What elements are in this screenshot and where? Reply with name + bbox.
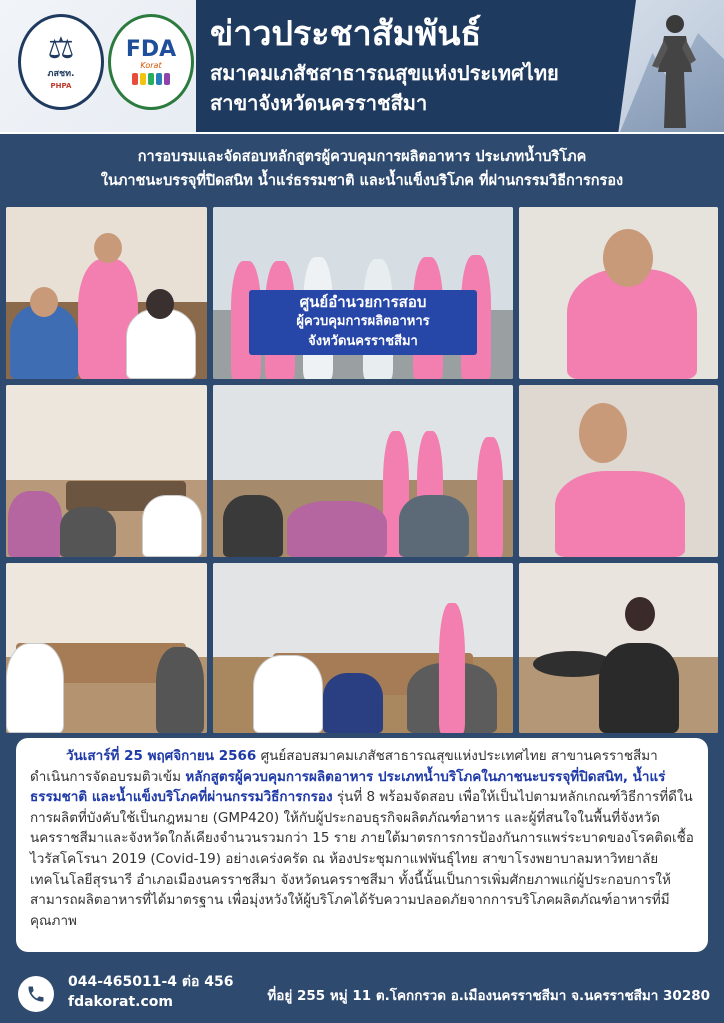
photo-exam-table	[6, 563, 207, 733]
product-bottles-icon	[132, 73, 170, 85]
phone-icon	[18, 976, 54, 1012]
scales-icon: ⚖	[47, 31, 75, 66]
phpa-logo	[18, 14, 104, 110]
photo-speaker-man	[519, 207, 718, 379]
photo-speaker-woman	[519, 385, 718, 557]
photo-instructor-with-trainees	[6, 207, 207, 379]
photo-group-with-banner	[213, 207, 513, 379]
article-part1: ศูนย์สอบสมาคมเภสัชสาธารณสุขแห่งประเทศไทย สาขานครราชสีมา ดำเนินการจัดอบรมติวเข้ม	[30, 748, 658, 785]
phone-number: 044-465011-4 ต่อ 456	[68, 974, 234, 990]
banner-line2: ผู้ควบคุมการผลิตอาหาร	[296, 314, 430, 330]
phpa-logo-thai: ภสชท.	[47, 69, 75, 79]
photo-grid	[6, 207, 718, 733]
article-course-name: หลักสูตรผู้ควบคุมการผลิตอาหาร ประเภทน้ำบริโภคในภาชนะบรรจุที่ปิดสนิท, น้ำแร่ธรรมชาติ และน้ำแข็งบริโภคที่ผ่านกรรมวิธีการกรอง	[30, 768, 666, 806]
news-article	[16, 738, 708, 952]
banner-line3: จังหวัดนครราชสีมา	[308, 334, 418, 350]
contact-info	[68, 972, 234, 1012]
address: ที่อยู่ 255 หมู่ 11 ต.โคกกรวด อ.เมืองนครราชสีมา จ.นครราชสีมา 30280	[267, 988, 710, 1004]
exam-center-banner	[249, 290, 477, 355]
page-title: ข่าวประชาสัมพันธ์	[210, 14, 482, 54]
footer	[0, 960, 724, 1023]
branch-name: สาขาจังหวัดนครราชสีมา	[210, 91, 428, 115]
photo-trainees-with-staff	[213, 385, 513, 557]
association-name: สมาคมเภสัชสาธารณสุขแห่งประเทศไทย	[210, 61, 559, 85]
fda-korat-logo	[108, 14, 194, 110]
photo-exam-in-progress	[213, 563, 513, 733]
headline-line1: การอบรมและจัดสอบหลักสูตรผู้ควบคุมการผลิตอาหาร ประเภทน้ำบริโภค	[137, 149, 587, 165]
article-part2: รุ่นที่ 8 พร้อมจัดสอบ เพื่อให้เป็นไปตามหลักเกณฑ์วิธีการที่ดีในการผลิตที่บังคับใช้เป็นกฎหมาย (GMP420) ให้กับผู้ประกอบธุรกิจผลิตภัณฑ์อาหาร และผู้ที่สนใจในพื้นที่จังหวัดนครราชสีมาและจังหวัดใกล้เคียงจำนวนรวมกว่า 15 ราย ภายใต้มาตรการการป้องกันการแพร่ระบาดของโรคติดเชื้อไวรัสโคโรนา 2019 (Covid-19) อย่างเคร่งครัด ณ ห้องประชุมกาแฟพันธุ์ไทย สาขาโรงพยาบาลมหาวิทยาลัยเทคโนโลยีสุรนารี อำเภอเมืองนครราชสีมา จังหวัดนครราชสีมา ทั้งนี้นั้นเป็นการเพิ่มศักยภาพแก่ผู้ประกอบการให้สามารถผลิตอาหารที่ได้มาตรฐาน เพื่อมุ่งหวังให้ผู้บริโภคได้รับความปลอดภัยจากการบริโภคผลิตภัณฑ์อาหารที่มีคุณภาพ	[30, 789, 694, 929]
website-link[interactable]: fdakorat.com	[68, 994, 173, 1010]
photo-woman-writing	[519, 563, 718, 733]
photo-training-room	[6, 385, 207, 557]
article-paragraph	[30, 746, 696, 931]
header	[0, 0, 724, 132]
korat-logo-text: Korat	[140, 61, 162, 70]
article-date: วันเสาร์ที่ 25 พฤศจิกายน 2566	[66, 748, 257, 764]
phpa-logo-english: PHPA	[50, 82, 72, 90]
banner-line1: ศูนย์อำนวยการสอบ	[299, 293, 427, 312]
fda-logo-text: FDA	[125, 37, 177, 62]
thao-suranari-statue-icon	[640, 10, 710, 130]
headline-bar	[0, 132, 724, 204]
headline-line2: ในภาชนะบรรจุที่ปิดสนิท น้ำแร่ธรรมชาติ และน้ำแข็งบริโภค ที่ผ่านกรรมวิธีการกรอง	[100, 173, 624, 189]
